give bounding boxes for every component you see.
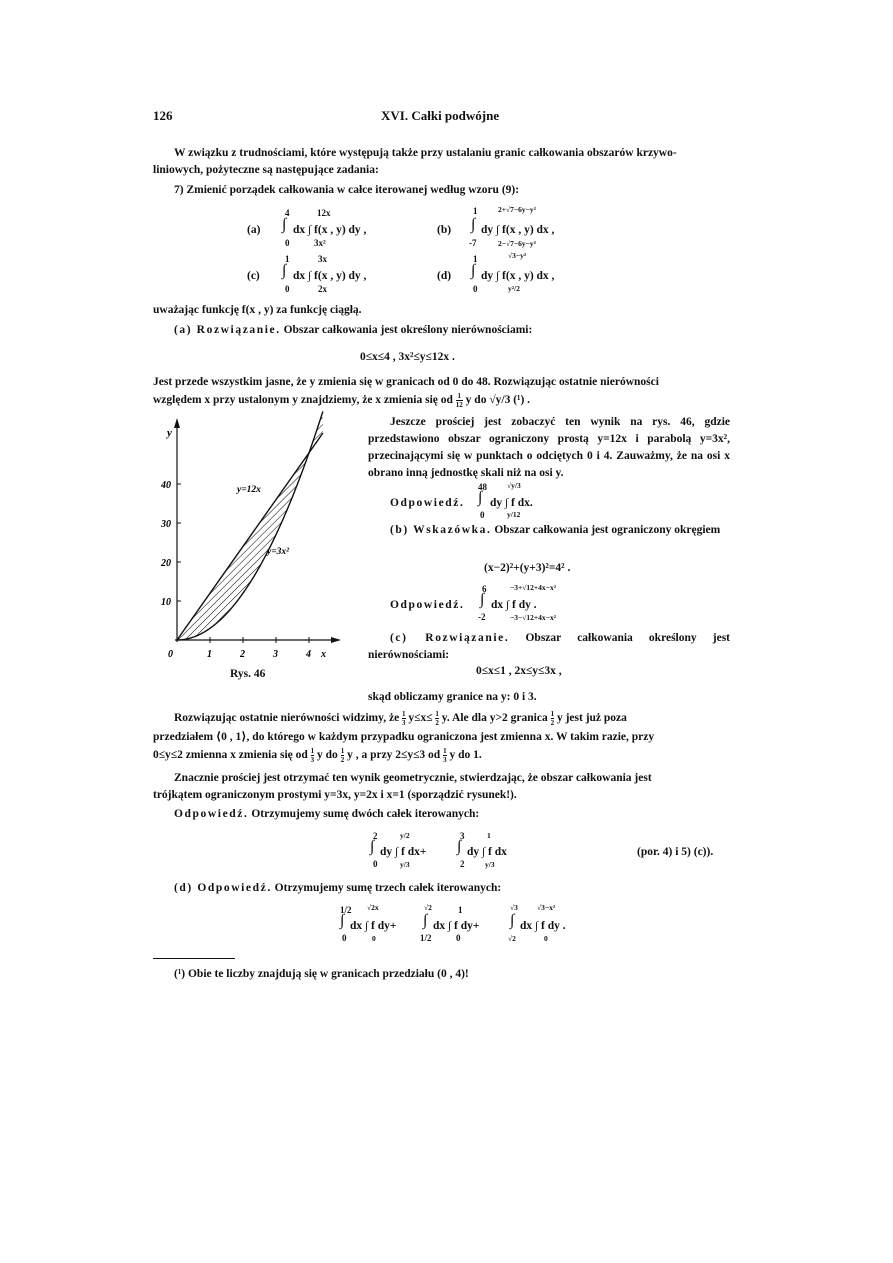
sum-d-1-upper: 1/2 (340, 905, 352, 915)
sum-c-reference: (por. 4) i 5) (c)). (637, 846, 714, 858)
part-b-text: Obszar całkowania jest ograniczony okręgiem (494, 524, 721, 536)
sum-d-1-inner-upper: √2x (367, 903, 379, 912)
sum-d-2-inner-lower: 0 (456, 933, 461, 943)
part-b-heading: (b) Wskazówka. (390, 524, 492, 536)
integral-a-label: (a) (247, 224, 261, 236)
integral-a-inner-upper: 12x (317, 208, 331, 218)
hatched-region (177, 411, 323, 640)
integral-b-upper: 1 (473, 206, 478, 216)
integral-a-inner-lower: 3x² (314, 238, 326, 248)
part-b-answer-upper: 6 (482, 584, 487, 594)
integral-sign: ∫ (340, 912, 345, 929)
fraction-1-3: $\frac{1}{3}$ (443, 747, 447, 764)
integral-d-body: dy ∫ f(x , y) dx , (481, 270, 555, 282)
integral-b-inner-upper: 2+√7−6y−y² (498, 205, 536, 214)
integral-c-lower: 0 (285, 284, 290, 294)
integrals-closing: uważając funkcję f(x , y) za funkcję ciągłą. (153, 304, 362, 316)
fraction-1-12: $\frac{1}{12}$ (455, 392, 463, 409)
part-a-answer-label: Odpowiedź. (390, 497, 465, 509)
sum-d-body-2: dx ∫ f dy+ (433, 920, 480, 932)
part-a-side-text: Jeszcze prościej jest zobaczyć ten wynik na rys. 46, gdzie przedstawiono obszar ograniczony prostą y=12x i parabolą y=3x², przecinającymi się w punktach o odciętych 0 i 4. Zauważmy, że na osi x obrano inną jednostkę skali niż na osi y. (368, 416, 730, 479)
parabola-y-3x2 (177, 411, 323, 640)
integral-b-inner-lower: 2−√7−6y−y² (498, 239, 536, 248)
part-d-text: Otrzymujemy sumę trzech całek iterowanych: (274, 882, 502, 894)
integral-c-upper: 1 (285, 254, 290, 264)
x-tick-label: 0 (168, 649, 173, 660)
part-c-inequality: 0≤x≤1 , 2x≤y≤3x , (476, 665, 562, 677)
fraction-1-2: $\frac{1}{2}$ (550, 710, 555, 727)
part-c-p1-b: y≤x≤ (408, 712, 433, 725)
integral-sign: ∫ (457, 838, 462, 855)
sum-d-2-inner-upper: 1 (458, 905, 463, 915)
chapter-title: XVI. Całki podwójne (381, 108, 500, 123)
sum-d-body-1: dx ∫ f dy+ (350, 920, 397, 932)
sum-d-3-lower: √2 (508, 934, 516, 943)
integral-d-inner-upper: √3−y² (508, 251, 527, 260)
part-a-para1-line1: Jest przede wszystkim jasne, że y zmienia się w granicach od 0 do 48. Rozwiązując ostatnie nierówności (153, 376, 659, 388)
part-a-answer-body: dy ∫ f dx. (490, 497, 533, 509)
y-tick-label: 30 (161, 519, 171, 530)
integral-sign: ∫ (282, 262, 287, 279)
integral-sign: ∫ (471, 216, 476, 233)
sum-d-body-3: dx ∫ f dy . (520, 920, 566, 932)
part-a-inequality: 0≤x≤4 , 3x²≤y≤12x . (360, 351, 455, 363)
sum-c-2-lower: 2 (460, 859, 465, 869)
sum-d-1-lower: 0 (342, 933, 347, 943)
sum-c-2-upper: 3 (460, 831, 465, 841)
sum-c-2-inner-lower: y/3 (485, 860, 495, 869)
integral-b-label: (b) (437, 224, 452, 236)
sum-d-2-upper: √2 (424, 903, 432, 912)
part-c-p1-a: Rozwiązując ostatnie nierówności widzimy, że (174, 712, 400, 725)
fraction-1-2: $\frac{1}{2}$ (435, 710, 439, 727)
figure-46 (155, 408, 355, 690)
y-axis-arrow (174, 418, 180, 428)
part-b-answer-body: dx ∫ f dy . (491, 599, 537, 611)
x-tick-label: 4 (306, 649, 311, 660)
part-a-para1-line2-post: y do √y/3 (¹) . (465, 394, 531, 407)
integral-a-upper: 4 (285, 208, 290, 218)
part-c-heading: (c) Rozwiązanie. (390, 632, 510, 644)
sum-c-2-inner-upper: 1 (487, 831, 491, 840)
part-b-answer-inner-lower: −3−√12+4x−x² (510, 613, 556, 622)
part-c-p3-d: y do 1. (449, 749, 482, 762)
integral-a-lower: 0 (285, 238, 290, 248)
line-y-12x (177, 433, 323, 640)
sum-d-3-upper: √3 (510, 903, 518, 912)
part-a-answer-lower: 0 (480, 510, 485, 520)
sum-d-3-inner-lower: 0 (544, 934, 548, 943)
integral-d-label: (d) (437, 270, 452, 282)
y-tick-label: 40 (161, 480, 171, 491)
part-a-answer-inner-lower: y/12 (507, 510, 521, 519)
part-a-answer-inner-upper: √y/3 (507, 481, 521, 490)
sum-c-1-upper: 2 (373, 831, 378, 841)
part-c-limits: skąd obliczamy granice na y: 0 i 3. (368, 691, 537, 703)
y-axis-label: y (167, 427, 172, 439)
sum-c-1-lower: 0 (373, 859, 378, 869)
part-c-p1-c: y. Ale dla y>2 granica (441, 712, 548, 725)
x-tick-label: 1 (207, 649, 212, 660)
page-number: 126 (153, 108, 173, 123)
part-b-answer-label: Odpowiedź. (390, 599, 465, 611)
sum-c-1-inner-lower: y/3 (400, 860, 410, 869)
part-c-p1-d: y jest już poza (556, 712, 627, 725)
integral-sign: ∫ (370, 838, 375, 855)
part-c-answer-text: Otrzymujemy sumę dwóch całek iterowanych: (251, 808, 480, 820)
integral-sign: ∫ (480, 591, 485, 608)
part-b-circle: (x−2)²+(y+3)²=4² . (484, 562, 571, 574)
x-axis-label: x (321, 649, 326, 660)
integral-sign: ∫ (478, 489, 483, 506)
sum-d-3-inner-upper: √3−x² (537, 903, 556, 912)
part-c-p3-c: y , a przy 2≤y≤3 od (347, 749, 441, 762)
sum-c-body-1: dy ∫ f dx+ (380, 846, 427, 858)
x-axis-arrow (331, 637, 341, 643)
part-a-text: Obszar całkowania jest określony nierównościami: (283, 324, 533, 336)
fraction-1-3: $\frac{1}{3}$ (310, 747, 315, 764)
integral-sign: ∫ (471, 262, 476, 279)
figure-caption: Rys. 46 (230, 668, 266, 680)
parabola-label: y=3x² (267, 547, 289, 557)
integral-c-inner-upper: 3x (318, 254, 327, 264)
footnote-rule (153, 958, 235, 959)
sum-c-body-2: dy ∫ f dx (467, 846, 507, 858)
fraction-1-2: $\frac{1}{2}$ (340, 747, 345, 764)
part-a-answer-upper: 48 (478, 482, 487, 492)
intro-line-2: liniowych, pożyteczne są następujące zadania: (153, 164, 379, 176)
part-c-p4-line2: trójkątem ograniczonym prostymi y=3x, y=2x i x=1 (sporządzić rysunek!). (153, 789, 517, 801)
integral-c-body: dx ∫ f(x , y) dy , (293, 270, 367, 282)
y-tick-label: 20 (161, 558, 171, 569)
integral-sign: ∫ (282, 216, 287, 233)
integral-c-inner-lower: 2x (318, 284, 327, 294)
part-d-heading: (d) Odpowiedź. (174, 882, 272, 894)
part-b-answer-inner-upper: −3+√12+4x−x² (510, 583, 556, 592)
part-a-heading: (a) Rozwiązanie. (174, 324, 281, 336)
integral-d-inner-lower: y²/2 (508, 284, 520, 293)
integral-a-body: dx ∫ f(x , y) dy , (293, 224, 367, 236)
integral-sign: ∫ (423, 912, 428, 929)
integral-sign: ∫ (510, 912, 515, 929)
integral-d-lower: 0 (473, 284, 478, 294)
fraction-1-3: $\frac{1}{3}$ (402, 710, 406, 727)
task-statement: 7) Zmienić porządek całkowania w całce iterowanej według wzoru (9): (174, 184, 520, 196)
part-c-answer-label: Odpowiedź. (174, 808, 249, 820)
part-c-text: Obszar całkowania określony jest nierównościami: (368, 632, 731, 661)
part-a-para1-line2-pre: względem x przy ustalonym y znajdziemy, że x zmienia się od (153, 394, 453, 407)
integral-d-upper: 1 (473, 254, 478, 264)
part-b-answer-lower: -2 (478, 612, 486, 622)
part-c-p4-line1: Znacznie prościej jest otrzymać ten wynik geometrycznie, stwierdzając, że obszar całkowania jest (174, 772, 652, 784)
part-c-p3-a: 0≤y≤2 zmienna x zmienia się od (153, 749, 308, 762)
intro-line-1: W związku z trudnościami, które występują także przy ustalaniu granic całkowania obszarów krzywo- (174, 147, 677, 159)
integral-b-body: dy ∫ f(x , y) dx , (481, 224, 555, 236)
sum-c-1-inner-upper: y/2 (400, 831, 410, 840)
y-tick-label: 10 (161, 597, 171, 608)
integral-c-label: (c) (247, 270, 260, 282)
x-tick-label: 3 (273, 649, 278, 660)
sum-d-2-lower: 1/2 (420, 933, 432, 943)
footnote: (¹) Obie te liczby znajdują się w granicach przedziału (0 , 4)! (174, 968, 469, 980)
sum-d-1-inner-lower: 0 (372, 934, 376, 943)
integral-b-lower: -7 (469, 238, 477, 248)
x-tick-label: 2 (240, 649, 245, 660)
part-c-p3-b: y do (317, 749, 338, 762)
part-c-p2: przedziałem ⟨0 , 1⟩, do którego w każdym przypadku ograniczona jest zmienna x. W takim razie, przy (153, 731, 655, 743)
line-label: y=12x (237, 485, 261, 495)
